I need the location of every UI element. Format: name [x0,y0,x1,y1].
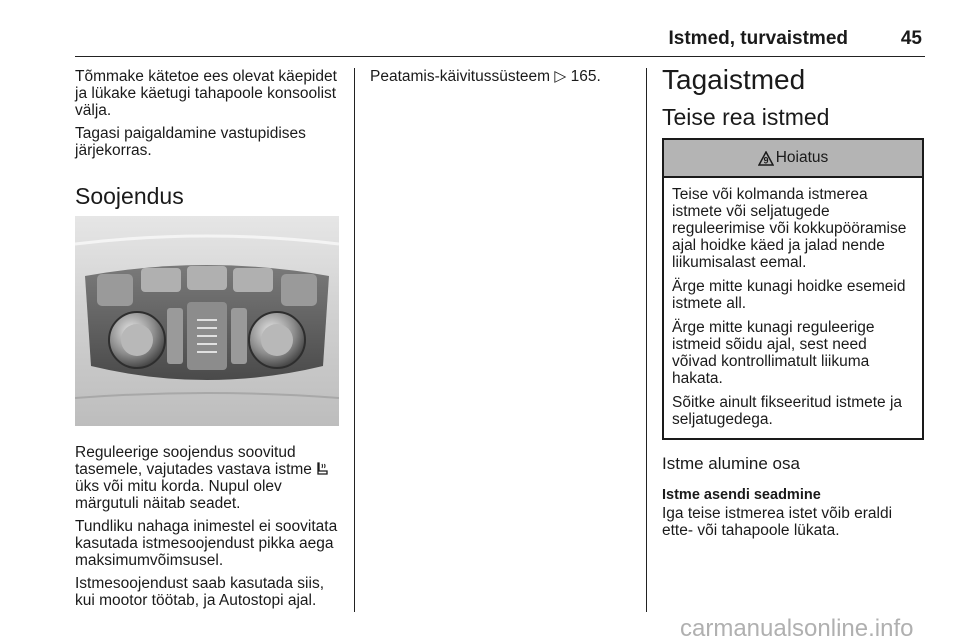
warning-paragraph-2: Ärge mitte kunagi hoidke esemeid istmete all. [672,278,906,312]
warning-paragraph-1: Teise või kolmanda istmerea istmete või seljatugede reguleerimise või kokkupööramise ajal hoidke käed ja jalad nende liikumisalast eemal. [672,186,907,271]
heading-rear-seats: Tagaistmed [662,64,806,95]
warning-paragraph-3: Ärge mitte kunagi reguleerige istmeid sõidu ajal, sest need võivad kontrollimatult liikuma hakata. [672,319,875,387]
column-2 [370,68,636,91]
heading-seat-base: Istme alumine osa [662,454,800,473]
paragraph-sensitive-skin: Tundliku nahaga inimestel ei soovitata kasutada istmesoojendust pikka aega maksimumvõimsusel. [75,518,338,569]
seat-heating-icon [316,462,330,476]
cross-reference-text: Peatamis-käivitussüsteem [370,68,551,85]
seat-heating-controls-photo [75,216,339,426]
page-number: 45 [900,28,922,49]
paragraph-autostop: Istmesoojendust saab kasutada siis, kui mootor töötab, ja Autostopi ajal. [75,575,324,609]
heating-text-after: üks või mitu korda. Nupul olev märgutuli näitab seadet. [75,478,282,512]
column-divider-1 [354,68,355,612]
paragraph-cross-reference [370,68,636,85]
heating-text-before: Reguleerige soojendus soovitud tasemele, vajutades vastava istme [75,444,312,478]
paragraph-heating-instructions [75,444,341,512]
column-1 [75,68,341,165]
heading-seat-position-adjust: Istme asendi seadmine [662,487,821,503]
warning-paragraph-4: Sõitke ainult fikseeritud istmete ja seljatugedega. [672,394,903,428]
heading-heating: Soojendus [75,183,184,209]
cross-reference-page: 165. [570,68,601,85]
paragraph-armrest: Tõmmake kätetoe ees olevat käepidet ja lükake käetugi tahapoole konsoolist välja. [75,68,337,119]
header-rule [75,56,925,57]
warning-title: Hoiatus [775,149,829,166]
column-3-lower [662,505,926,545]
warning-body [664,178,922,428]
svg-text:9: 9 [763,155,769,165]
paragraph-seat-slide: Iga teise istmerea istet võib eraldi ette- või tahapoole lükata. [662,505,893,539]
warning-triangle-icon [758,151,774,166]
column-divider-2 [646,68,647,612]
warning-header [664,140,922,178]
watermark: carmanualsonline.info [680,615,914,642]
running-header-title: Istmed, turvaistmed [668,28,848,49]
heading-second-row-seats: Teise rea istmed [662,104,830,130]
page-reference-arrow-icon: ▷ [554,68,567,85]
paragraph-reinstall: Tagasi paigaldamine vastupidises järjekorras. [75,125,306,159]
column-1-lower [75,444,341,615]
warning-box [662,138,924,440]
